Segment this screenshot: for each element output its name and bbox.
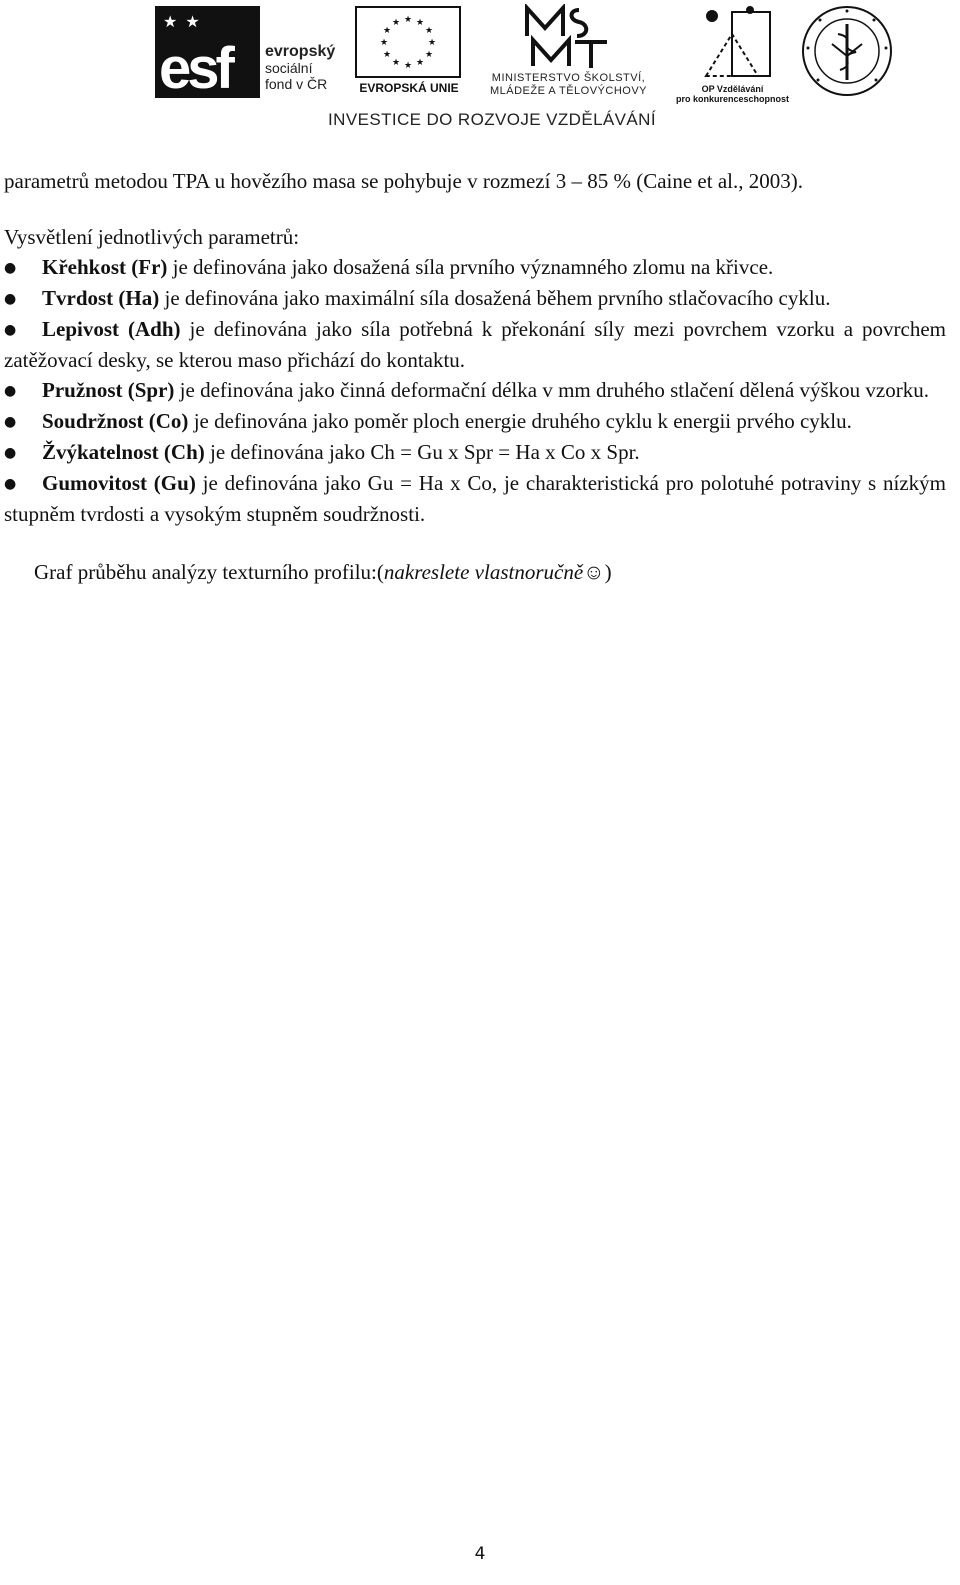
intro-paragraph: parametrů metodou TPA u hovězího masa se pohybuje v rozmezí 3 – 85 % (Caine et al., 2003). (4, 169, 803, 193)
document-body (4, 166, 946, 587)
university-seal-icon (800, 4, 895, 104)
op-text (670, 84, 795, 104)
parameter-term: Gumovitost (Gu) (42, 471, 196, 495)
parameter-term: Pružnost (Spr) (42, 378, 175, 402)
esf-line3: fond v ČR (265, 76, 328, 92)
esf-line1: evropský (265, 43, 336, 60)
parameter-definition: je definována jako Gu = Ha x Co, je charakteristická pro polotuhé potraviny s nízkým stupněm tvrdosti a vysokým stupněm soudržnosti. (4, 471, 946, 526)
bullet-icon (4, 438, 42, 468)
list-item (4, 406, 946, 437)
eu-flag-icon (355, 6, 461, 78)
smiley-icon: ☺ (583, 560, 605, 584)
logo-header (0, 0, 960, 145)
op-mark-icon (688, 4, 778, 82)
graph-label: Graf průběhu analýzy texturního profilu:( (34, 560, 384, 584)
parameter-term: Žvýkatelnost (Ch) (42, 440, 205, 464)
msmt-line2: MLÁDEŽE A TĚLOVÝCHOVY (489, 85, 647, 97)
esf-logo (155, 4, 350, 104)
op-line2: pro konkurenceschopnost (675, 94, 790, 104)
list-item (4, 283, 946, 314)
svg-text:★: ★ (427, 38, 437, 48)
svg-text:★: ★ (415, 18, 425, 28)
msmt-logo (471, 4, 666, 104)
page-number: 4 (474, 1544, 486, 1564)
parameter-term: Soudržnost (Co) (42, 409, 189, 433)
graph-close-paren: ) (604, 560, 612, 584)
bullet-icon (4, 284, 42, 314)
esf-line2: sociální (265, 60, 313, 76)
tagline-text: INVESTICE DO ROZVOJE VZDĚLÁVÁNÍ (328, 110, 656, 129)
svg-text:★: ★ (415, 58, 425, 68)
svg-text:★: ★ (403, 61, 413, 71)
list-item (4, 252, 946, 283)
list-item (4, 314, 946, 375)
parameter-definition: je definována jako činná deformační délka v mm druhého stlačení dělená výškou vzorku. (174, 378, 929, 402)
msmt-mark-icon (523, 4, 613, 70)
eu-logo (353, 4, 465, 104)
parameter-definition: je definována jako poměr ploch energie druhého cyklu k energii prvého cyklu. (188, 409, 852, 433)
esf-mark (155, 6, 260, 101)
op-line1: OP Vzdělávání (701, 84, 764, 94)
eu-label: EVROPSKÁ UNIE (359, 81, 459, 95)
logo-strip (155, 4, 900, 104)
paragraph-spacer (4, 196, 946, 222)
bullet-icon (4, 407, 42, 437)
bullet-icon (4, 253, 42, 283)
explanation-heading: Vysvětlení jednotlivých parametrů: (4, 225, 300, 249)
svg-text:★: ★ (403, 15, 413, 25)
parameter-definition: je definována jako Ch = Gu x Spr = Ha x Co x Spr. (204, 440, 640, 464)
svg-text:★: ★ (391, 18, 401, 28)
svg-text:★: ★ (382, 26, 392, 36)
svg-text:★: ★ (424, 50, 434, 60)
graph-instruction-text: nakreslete vlastnoručně (383, 560, 584, 584)
parameter-definition: je definována jako síla potřebná k překonání síly mezi povrchem vzorku a povrchem zatěžovací desky, se kterou maso přichází do kontaktu. (4, 317, 946, 372)
op-logo (670, 4, 795, 104)
parameter-term: Tvrdost (Ha) (42, 286, 160, 310)
svg-text:★: ★ (424, 26, 434, 36)
graph-instruction (4, 557, 946, 587)
parameter-list (4, 252, 946, 529)
list-item (4, 375, 946, 406)
bullet-icon (4, 469, 42, 499)
list-item (4, 468, 946, 529)
parameter-definition: je definována jako dosažená síla prvního významného zlomu na křivce. (167, 255, 774, 279)
svg-text:★: ★ (391, 58, 401, 68)
svg-text:★: ★ (382, 50, 392, 60)
bullet-icon (4, 376, 42, 406)
list-item (4, 437, 946, 468)
msmt-line1: MINISTERSTVO ŠKOLSTVÍ, (491, 72, 646, 84)
parameter-term: Lepivost (Adh) (42, 317, 181, 341)
esf-brand: esf (159, 36, 231, 101)
esf-text (265, 44, 335, 92)
star-icon: ★ ★ (163, 14, 202, 31)
investice-tagline (0, 110, 960, 130)
msmt-text (471, 72, 666, 98)
parameter-term: Křehkost (Fr) (42, 255, 168, 279)
parameter-definition: je definována jako maximální síla dosažená během prvního stlačovacího cyklu. (159, 286, 831, 310)
bullet-icon (4, 315, 42, 345)
vfu-seal-logo (800, 4, 895, 104)
svg-text:★: ★ (379, 38, 389, 48)
